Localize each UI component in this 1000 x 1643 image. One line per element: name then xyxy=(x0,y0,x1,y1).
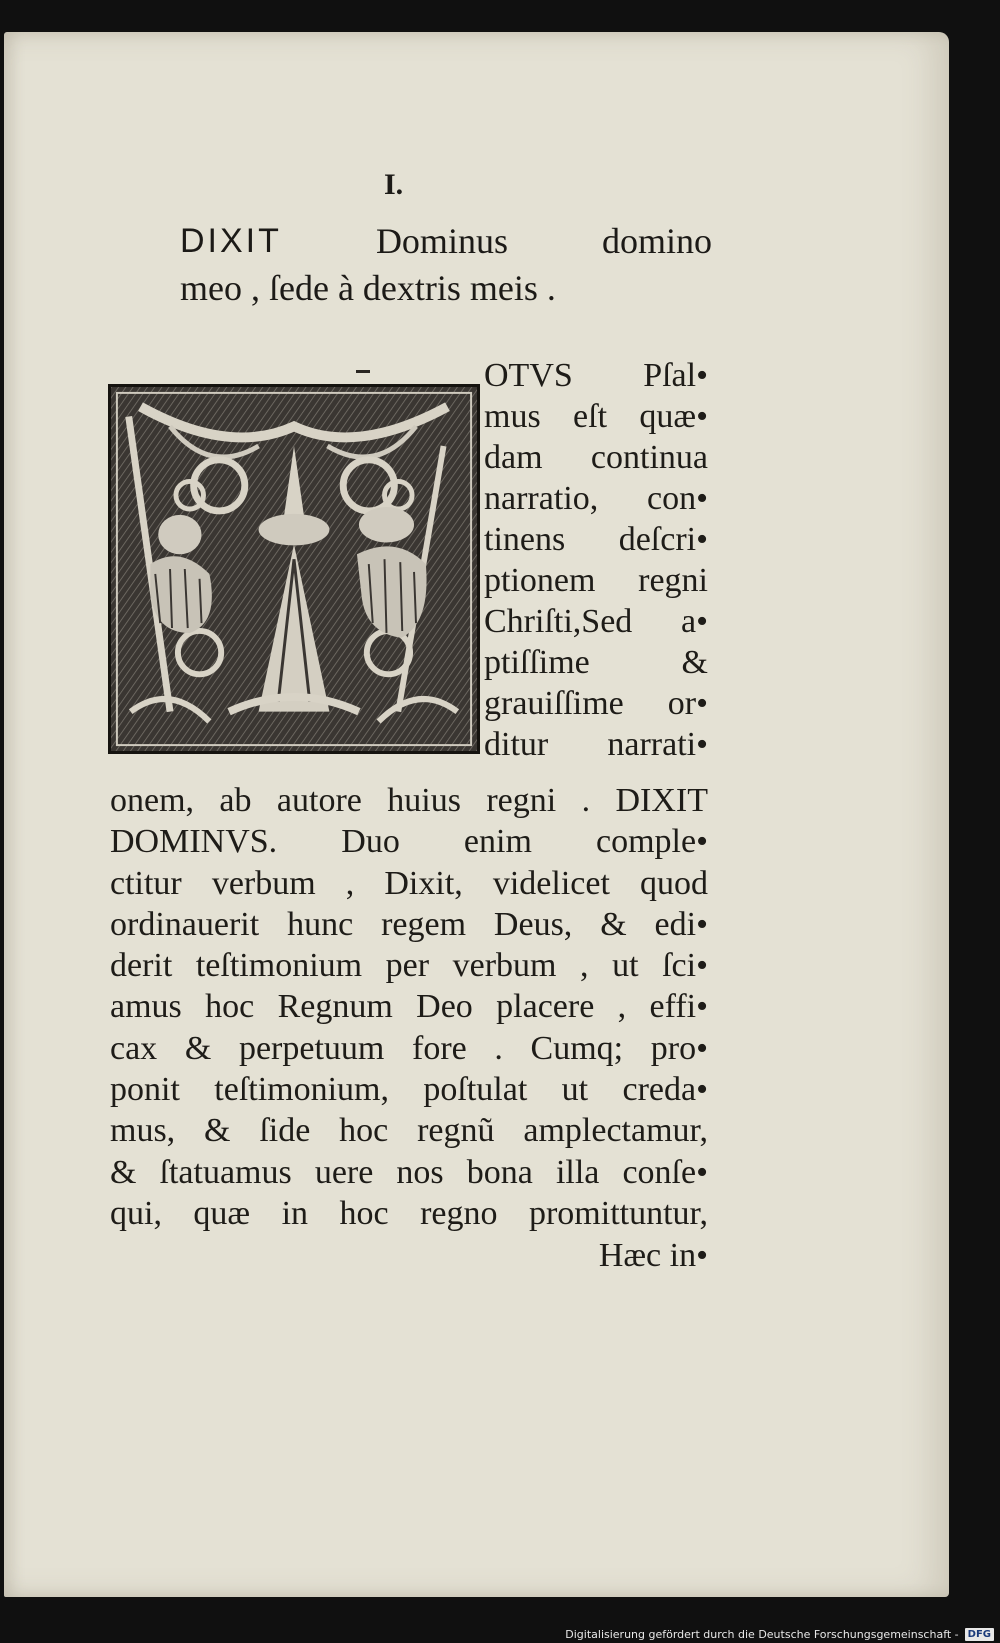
text-line: mus eſt quæ• xyxy=(484,398,708,435)
text-line: ptiſſime & xyxy=(484,644,708,681)
folio-number: I. xyxy=(384,168,404,201)
body-paragraph xyxy=(110,780,708,1234)
psalm-verse-heading xyxy=(180,218,712,312)
text-line: DOMINVS. Duo enim comple• xyxy=(110,823,708,861)
heading-word: Dominus xyxy=(375,221,508,261)
dfg-logo: DFG xyxy=(965,1628,994,1641)
text-line: ponit teſtimonium, poſtulat ut creda• xyxy=(110,1071,708,1109)
text-line: ctitur verbum , Dixit, videlicet quod xyxy=(110,864,708,902)
text-line: ptionem regni xyxy=(484,562,708,599)
text-line: mus, & ſide hoc regnũ amplectamur, xyxy=(110,1112,708,1150)
heading-word: domino xyxy=(601,221,712,261)
text-line: tinens deſcri• xyxy=(484,521,708,558)
credit-text: Digitalisierung gefördert durch die Deutsche Forschungsgemeinschaft - xyxy=(565,1627,959,1641)
decorated-initial xyxy=(108,384,480,754)
heading-caps-word: DIXIT xyxy=(180,222,282,260)
text-line: qui, quæ in hoc regno promittuntur, xyxy=(110,1194,708,1232)
text-line: grauiſſime or• xyxy=(484,685,708,722)
dash-mark xyxy=(356,370,370,373)
text-line: ordinauerit hunc regem Deus, & edi• xyxy=(110,905,708,943)
text-line: amus hoc Regnum Deo placere , effi• xyxy=(110,988,708,1026)
text-line: & ſtatuamus uere nos bona illa conſe• xyxy=(110,1153,708,1191)
text-line: Chriſti,Sed a• xyxy=(484,603,708,640)
text-line: dam continua xyxy=(484,439,708,476)
heading-line-2: meo , ſede à dextris meis . xyxy=(180,268,556,308)
text-line: ditur narrati• xyxy=(484,726,708,763)
text-line: OTVS Pſal• xyxy=(484,357,708,394)
text-line: derit teſtimonium per verbum , ut ſci• xyxy=(110,947,708,985)
text-line: onem, ab autore huius regni . DIXIT xyxy=(110,782,708,819)
digitization-credit xyxy=(565,1626,994,1642)
woodcut-initial-icon xyxy=(111,387,477,751)
text-line: narratio, con• xyxy=(484,480,708,517)
catchword: Hæc in• xyxy=(598,1237,708,1274)
initial-side-text xyxy=(484,355,708,765)
text-line: cax & perpetuum fore . Cumq; pro• xyxy=(110,1029,708,1067)
